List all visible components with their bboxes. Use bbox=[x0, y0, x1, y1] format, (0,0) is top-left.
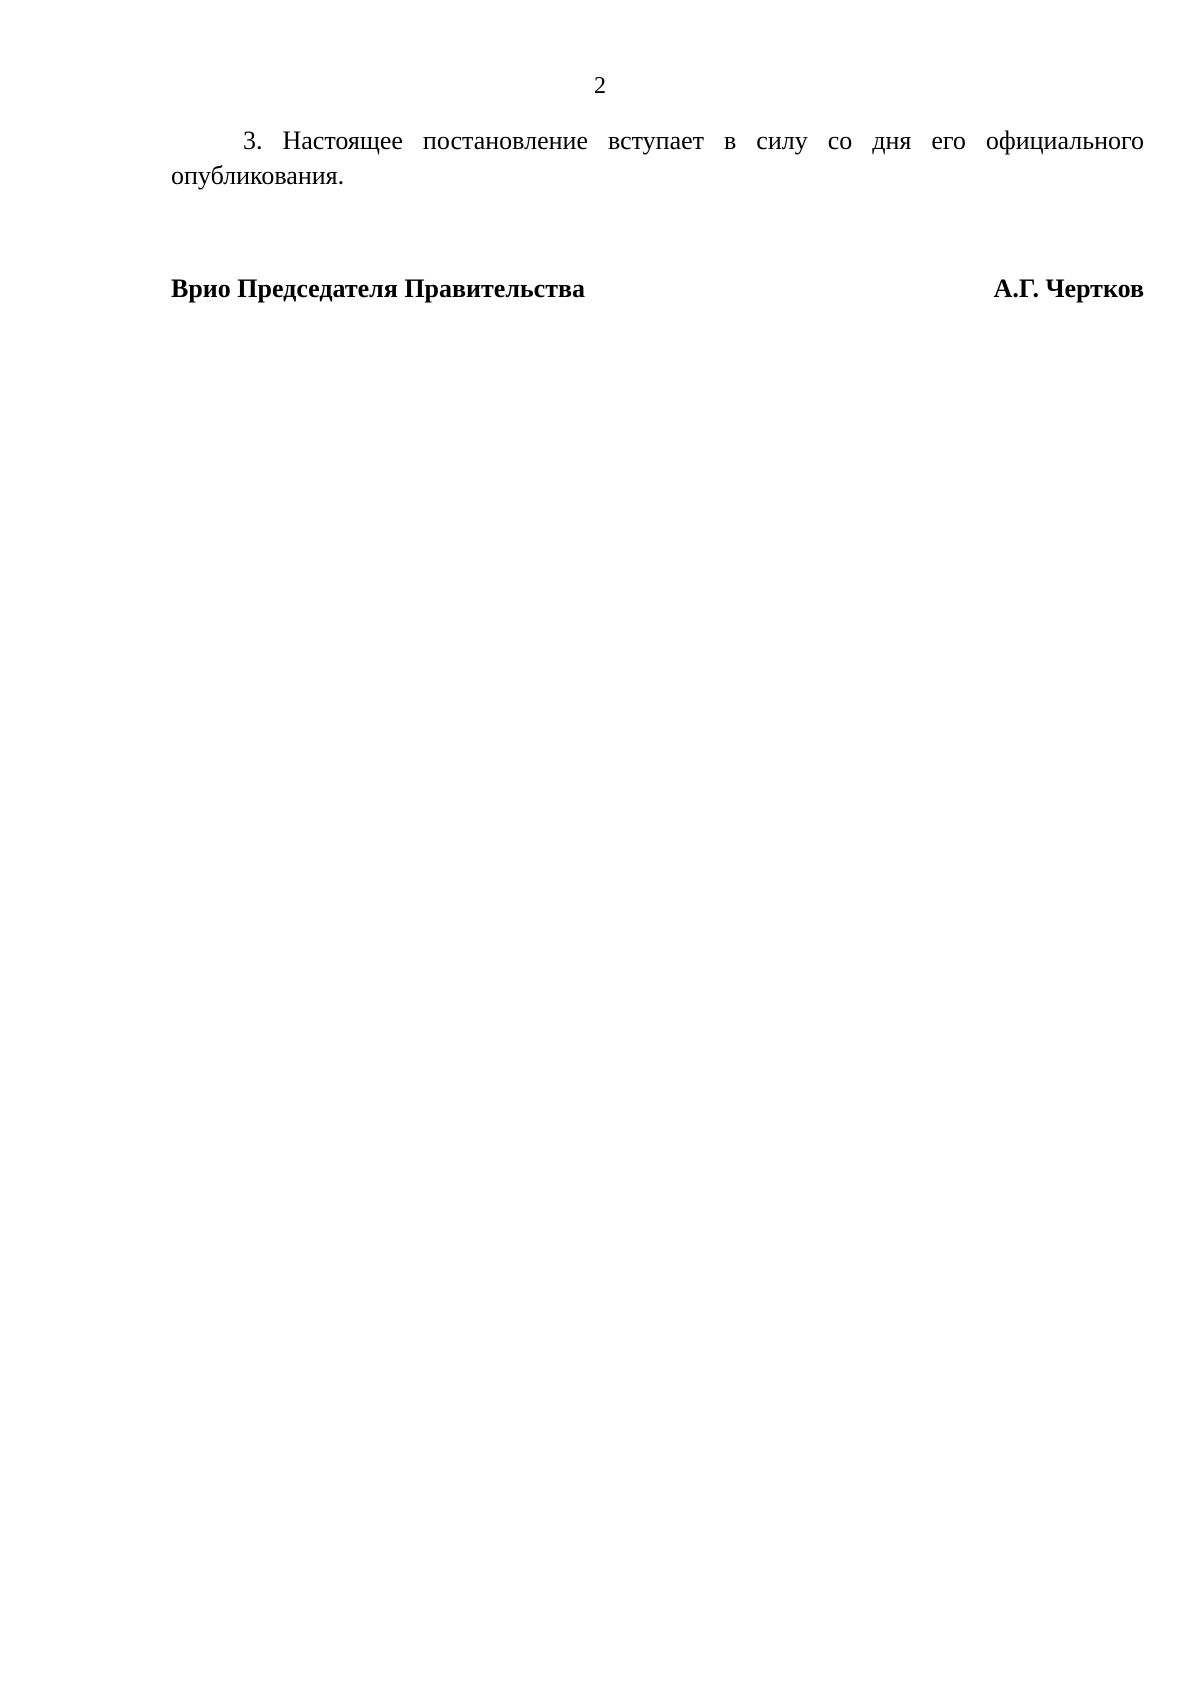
signature-name: А.Г. Чертков bbox=[993, 274, 1144, 303]
paragraph-line: опубликования. bbox=[171, 161, 345, 190]
paragraph-line: 3. Настоящее постановление вступает в силу со дня его официального bbox=[243, 126, 1144, 155]
paragraph-item-3 bbox=[171, 123, 1144, 193]
signature-block bbox=[171, 272, 1144, 306]
page-number: 2 bbox=[594, 73, 606, 99]
signature-title: Врио Председателя Правительства bbox=[171, 274, 586, 303]
